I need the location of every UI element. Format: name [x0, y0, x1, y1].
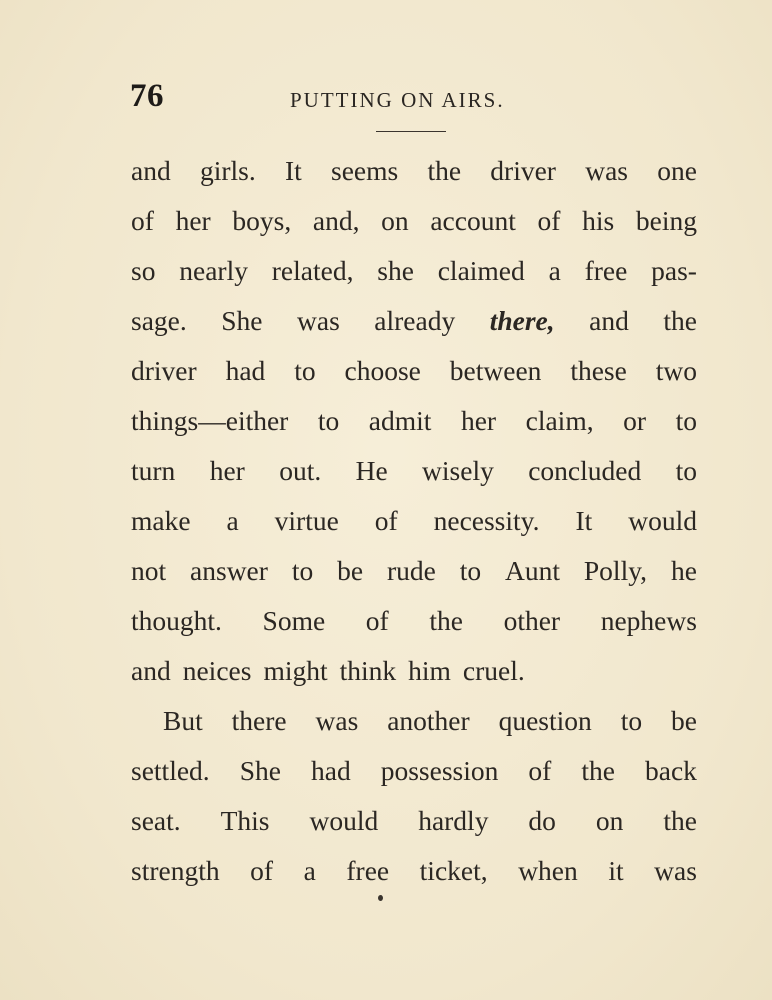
text-line	[131, 146, 697, 196]
word: It	[284, 155, 302, 186]
word: and	[131, 155, 171, 186]
word: of	[374, 505, 398, 536]
page-number: 76	[130, 78, 164, 114]
word: cruel.	[462, 655, 525, 686]
text-line	[131, 246, 697, 296]
word: of	[365, 605, 389, 636]
word: to	[675, 455, 697, 486]
word: sage.	[131, 305, 187, 336]
word: might	[263, 655, 328, 686]
word: back	[645, 755, 697, 786]
word: concluded	[528, 455, 642, 486]
word: neices	[182, 655, 252, 686]
word: virtue	[274, 505, 339, 536]
word: would	[309, 805, 379, 836]
text-line	[131, 646, 697, 696]
word: he	[670, 555, 697, 586]
word: was	[297, 305, 340, 336]
word: of	[528, 755, 552, 786]
text-line	[131, 746, 697, 796]
word: to	[317, 405, 340, 436]
word: turn	[131, 455, 176, 486]
header-rule	[376, 131, 446, 132]
word: a	[226, 505, 239, 536]
text-line	[131, 446, 697, 496]
word: to	[675, 405, 697, 436]
word: and	[589, 305, 629, 336]
word: But	[163, 705, 203, 736]
word: do	[528, 805, 556, 836]
word: so	[131, 255, 156, 286]
word: two	[655, 355, 697, 386]
word: nearly	[179, 255, 248, 286]
word: Some	[262, 605, 326, 636]
word: It	[575, 505, 593, 536]
word: the	[429, 605, 463, 636]
word: other	[503, 605, 561, 636]
word: the	[427, 155, 462, 186]
word: already	[374, 305, 456, 336]
word: seat.	[131, 805, 181, 836]
word: the	[663, 805, 697, 836]
word: there,	[489, 305, 555, 336]
word: He	[355, 455, 388, 486]
text-line	[131, 196, 697, 246]
word: ticket,	[419, 855, 488, 886]
word: to	[294, 355, 316, 386]
word: to	[459, 555, 482, 586]
word: necessity.	[433, 505, 540, 536]
text-line	[131, 696, 697, 746]
text-line	[131, 396, 697, 446]
word: of	[131, 205, 154, 236]
word: free	[346, 855, 390, 886]
text-line	[131, 796, 697, 846]
word: was	[585, 155, 628, 186]
word: things—either	[131, 405, 289, 436]
word: on	[381, 205, 409, 236]
word: being	[635, 205, 697, 236]
word: on	[595, 805, 624, 836]
word: these	[570, 355, 627, 386]
word: had	[310, 755, 351, 786]
page-header	[130, 74, 702, 120]
word: the	[663, 305, 697, 336]
word: seems	[331, 155, 399, 186]
word: boys,	[232, 205, 292, 236]
word: be	[670, 705, 697, 736]
word: pas-	[651, 255, 697, 286]
word: would	[628, 505, 697, 536]
word: the	[581, 755, 615, 786]
word: question	[498, 705, 592, 736]
word: of	[250, 855, 274, 886]
word: a	[548, 255, 561, 286]
print-speck	[378, 895, 383, 901]
text-line	[131, 546, 697, 596]
word: related,	[271, 255, 354, 286]
word: claimed	[437, 255, 525, 286]
word: driver	[490, 155, 556, 186]
word: rude	[386, 555, 436, 586]
word: admit	[368, 405, 432, 436]
word: she	[377, 255, 414, 286]
word: a	[303, 855, 316, 886]
word: make	[131, 505, 191, 536]
word: Aunt	[505, 555, 560, 586]
word: not	[131, 555, 167, 586]
word: had	[225, 355, 266, 386]
body-text	[131, 146, 697, 896]
word: another	[387, 705, 470, 736]
word: his	[582, 205, 615, 236]
word: account	[430, 205, 516, 236]
word: driver	[131, 355, 197, 386]
text-line	[131, 846, 697, 896]
word: wisely	[422, 455, 494, 486]
word: her	[209, 455, 245, 486]
word: free	[584, 255, 628, 286]
text-line	[131, 596, 697, 646]
word: was	[315, 705, 359, 736]
word: Polly,	[583, 555, 648, 586]
word: and,	[312, 205, 360, 236]
word: was	[654, 855, 697, 886]
word: to	[620, 705, 643, 736]
running-title: PUTTING ON AIRS.	[290, 88, 505, 112]
word: She	[239, 755, 281, 786]
text-line	[131, 296, 697, 346]
word: nephews	[600, 605, 697, 636]
word: her	[175, 205, 211, 236]
word: one	[657, 155, 697, 186]
word: of	[537, 205, 561, 236]
word: when	[518, 855, 578, 886]
word: settled.	[131, 755, 210, 786]
word: girls.	[199, 155, 256, 186]
word: hardly	[418, 805, 489, 836]
text-line	[131, 496, 697, 546]
word: choose	[344, 355, 421, 386]
word: between	[449, 355, 542, 386]
word: answer	[190, 555, 268, 586]
word: This	[220, 805, 270, 836]
word: there	[231, 705, 287, 736]
word: strength	[131, 855, 220, 886]
word: claim,	[525, 405, 594, 436]
word: She	[221, 305, 263, 336]
word: out.	[279, 455, 322, 486]
word: thought.	[131, 605, 222, 636]
word: and	[131, 655, 171, 686]
word: to	[291, 555, 314, 586]
word: be	[337, 555, 364, 586]
word: it	[608, 855, 624, 886]
word: think	[339, 655, 397, 686]
word: possession	[380, 755, 499, 786]
word: or	[623, 405, 647, 436]
word: him	[408, 655, 451, 686]
text-line	[131, 346, 697, 396]
word: her	[460, 405, 497, 436]
